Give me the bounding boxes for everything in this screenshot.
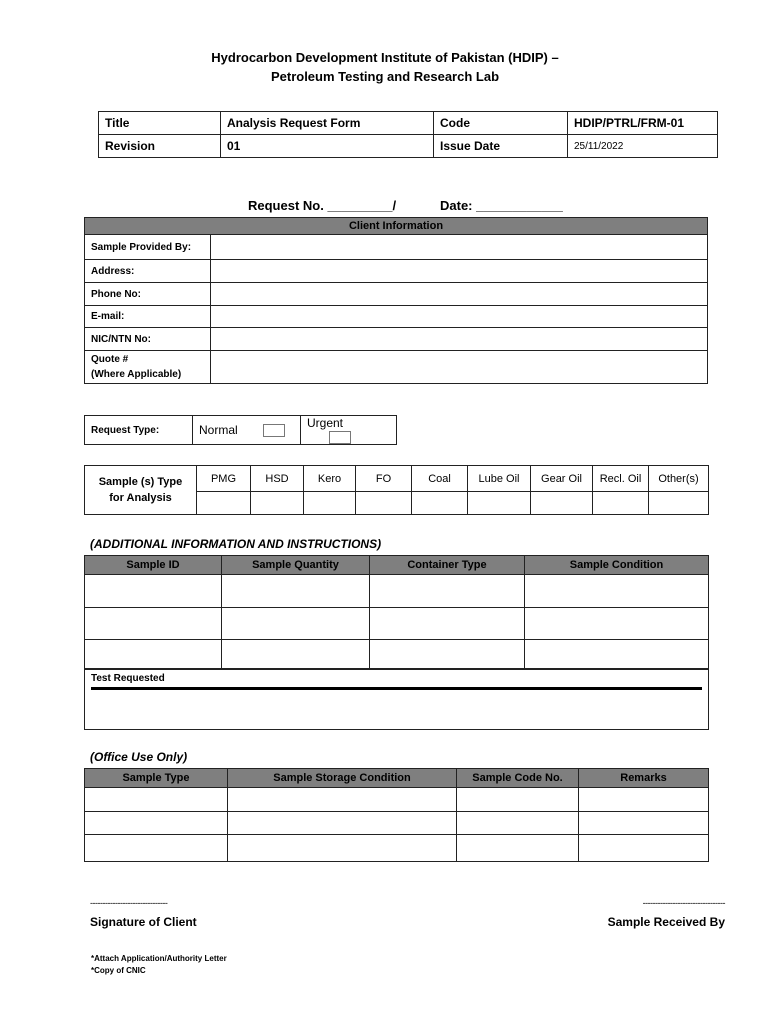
col-sample-code: Sample Code No. — [457, 769, 579, 788]
title-label: Title — [99, 112, 221, 135]
sample-option-coal: Coal — [412, 466, 468, 492]
sample-option-gear-oil: Gear Oil — [531, 466, 593, 492]
sample-id-cell[interactable] — [85, 608, 222, 640]
office-sample-type-cell[interactable] — [85, 788, 228, 812]
office-storage-cell[interactable] — [228, 812, 457, 835]
office-use-table — [84, 768, 709, 862]
request-date-field[interactable]: Date: ____________ — [440, 198, 563, 213]
col-container-type: Container Type — [370, 556, 525, 575]
sample-provided-by-label: Sample Provided By: — [85, 235, 211, 260]
sample-check-pmg[interactable] — [197, 492, 251, 515]
col-sample-type: Sample Type — [85, 769, 228, 788]
sample-option-fo: FO — [356, 466, 412, 492]
client-signature-label: Signature of Client — [90, 915, 197, 929]
revision-label: Revision — [99, 135, 221, 158]
nic-ntn-input[interactable] — [211, 328, 708, 351]
document-meta-table — [98, 111, 718, 158]
test-requested-box[interactable] — [84, 669, 709, 730]
sample-check-others[interactable] — [649, 492, 709, 515]
code-label: Code — [434, 112, 568, 135]
nic-ntn-label: NIC/NTN No: — [85, 328, 211, 351]
received-by-line: --------------------------------- — [642, 898, 725, 908]
sample-condition-cell[interactable] — [525, 608, 709, 640]
container-type-cell[interactable] — [370, 608, 525, 640]
sample-check-lube-oil[interactable] — [468, 492, 531, 515]
issue-date-value: 25/11/2022 — [568, 135, 718, 158]
office-use-heading: (Office Use Only) — [90, 750, 188, 764]
sample-id-cell[interactable] — [85, 640, 222, 669]
office-storage-cell[interactable] — [228, 835, 457, 862]
revision-value: 01 — [221, 135, 434, 158]
sample-check-recl-oil[interactable] — [593, 492, 649, 515]
urgent-checkbox[interactable] — [329, 431, 351, 444]
sample-option-hsd: HSD — [251, 466, 304, 492]
office-code-cell[interactable] — [457, 812, 579, 835]
col-storage-condition: Sample Storage Condition — [228, 769, 457, 788]
col-sample-id: Sample ID — [85, 556, 222, 575]
sample-check-fo[interactable] — [356, 492, 412, 515]
request-type-table — [84, 415, 397, 445]
container-type-cell[interactable] — [370, 640, 525, 669]
sample-type-label — [85, 466, 197, 515]
quote-label — [85, 351, 211, 384]
issue-date-label: Issue Date — [434, 135, 568, 158]
footnote-cnic: *Copy of CNIC — [91, 966, 146, 975]
sample-option-others: Other(s) — [649, 466, 709, 492]
request-number-field[interactable]: Request No. _________/ — [248, 198, 397, 213]
sample-provided-by-input[interactable] — [211, 235, 708, 260]
sample-option-kero: Kero — [304, 466, 356, 492]
sample-check-kero[interactable] — [304, 492, 356, 515]
sample-type-label-line2: for Analysis — [109, 492, 172, 504]
sample-quantity-cell[interactable] — [222, 640, 370, 669]
quote-label-line2: (Where Applicable) — [91, 369, 182, 380]
col-remarks: Remarks — [579, 769, 709, 788]
office-remarks-cell[interactable] — [579, 788, 709, 812]
client-signature-line: ------------------------------- — [90, 898, 168, 908]
lab-title: Petroleum Testing and Research Lab — [270, 69, 500, 84]
phone-label: Phone No: — [85, 283, 211, 306]
request-type-normal-option[interactable] — [193, 416, 301, 445]
address-input[interactable] — [211, 260, 708, 283]
sample-check-coal[interactable] — [412, 492, 468, 515]
office-sample-type-cell[interactable] — [85, 835, 228, 862]
office-sample-type-cell[interactable] — [85, 812, 228, 835]
sample-type-table — [84, 465, 709, 515]
office-remarks-cell[interactable] — [579, 835, 709, 862]
additional-info-heading: (ADDITIONAL INFORMATION AND INSTRUCTIONS) — [90, 537, 382, 551]
test-requested-label: Test Requested — [91, 673, 165, 684]
sample-quantity-cell[interactable] — [222, 608, 370, 640]
sample-option-recl-oil: Recl. Oil — [593, 466, 649, 492]
quote-label-line1: Quote # — [91, 354, 129, 365]
request-type-urgent-option[interactable] — [301, 416, 397, 445]
sample-condition-cell[interactable] — [525, 575, 709, 608]
additional-info-table — [84, 555, 709, 669]
sample-option-pmg: PMG — [197, 466, 251, 492]
test-requested-rule — [91, 687, 702, 690]
sample-id-cell[interactable] — [85, 575, 222, 608]
normal-checkbox[interactable] — [263, 424, 285, 437]
office-storage-cell[interactable] — [228, 788, 457, 812]
footnotes — [91, 953, 227, 977]
address-label: Address: — [85, 260, 211, 283]
urgent-label: Urgent — [307, 416, 344, 430]
email-input[interactable] — [211, 306, 708, 328]
code-value: HDIP/PTRL/FRM-01 — [568, 112, 718, 135]
col-sample-quantity: Sample Quantity — [222, 556, 370, 575]
sample-quantity-cell[interactable] — [222, 575, 370, 608]
sample-check-hsd[interactable] — [251, 492, 304, 515]
title-value: Analysis Request Form — [221, 112, 434, 135]
phone-input[interactable] — [211, 283, 708, 306]
normal-label: Normal — [199, 423, 238, 437]
client-info-table — [84, 217, 708, 384]
received-by-label: Sample Received By — [607, 915, 725, 929]
email-label: E-mail: — [85, 306, 211, 328]
sample-option-lube-oil: Lube Oil — [468, 466, 531, 492]
office-remarks-cell[interactable] — [579, 812, 709, 835]
office-code-cell[interactable] — [457, 788, 579, 812]
sample-check-gear-oil[interactable] — [531, 492, 593, 515]
request-type-label: Request Type: — [85, 416, 193, 445]
quote-input[interactable] — [211, 351, 708, 384]
office-code-cell[interactable] — [457, 835, 579, 862]
institute-title: Hydrocarbon Development Institute of Pakistan (HDIP) – — [211, 50, 559, 65]
client-info-heading: Client Information — [85, 218, 708, 235]
sample-condition-cell[interactable] — [525, 640, 709, 669]
container-type-cell[interactable] — [370, 575, 525, 608]
footnote-authority-letter: *Attach Application/Authority Letter — [91, 954, 227, 963]
sample-type-label-line1: Sample (s) Type — [98, 476, 183, 488]
col-sample-condition: Sample Condition — [525, 556, 709, 575]
